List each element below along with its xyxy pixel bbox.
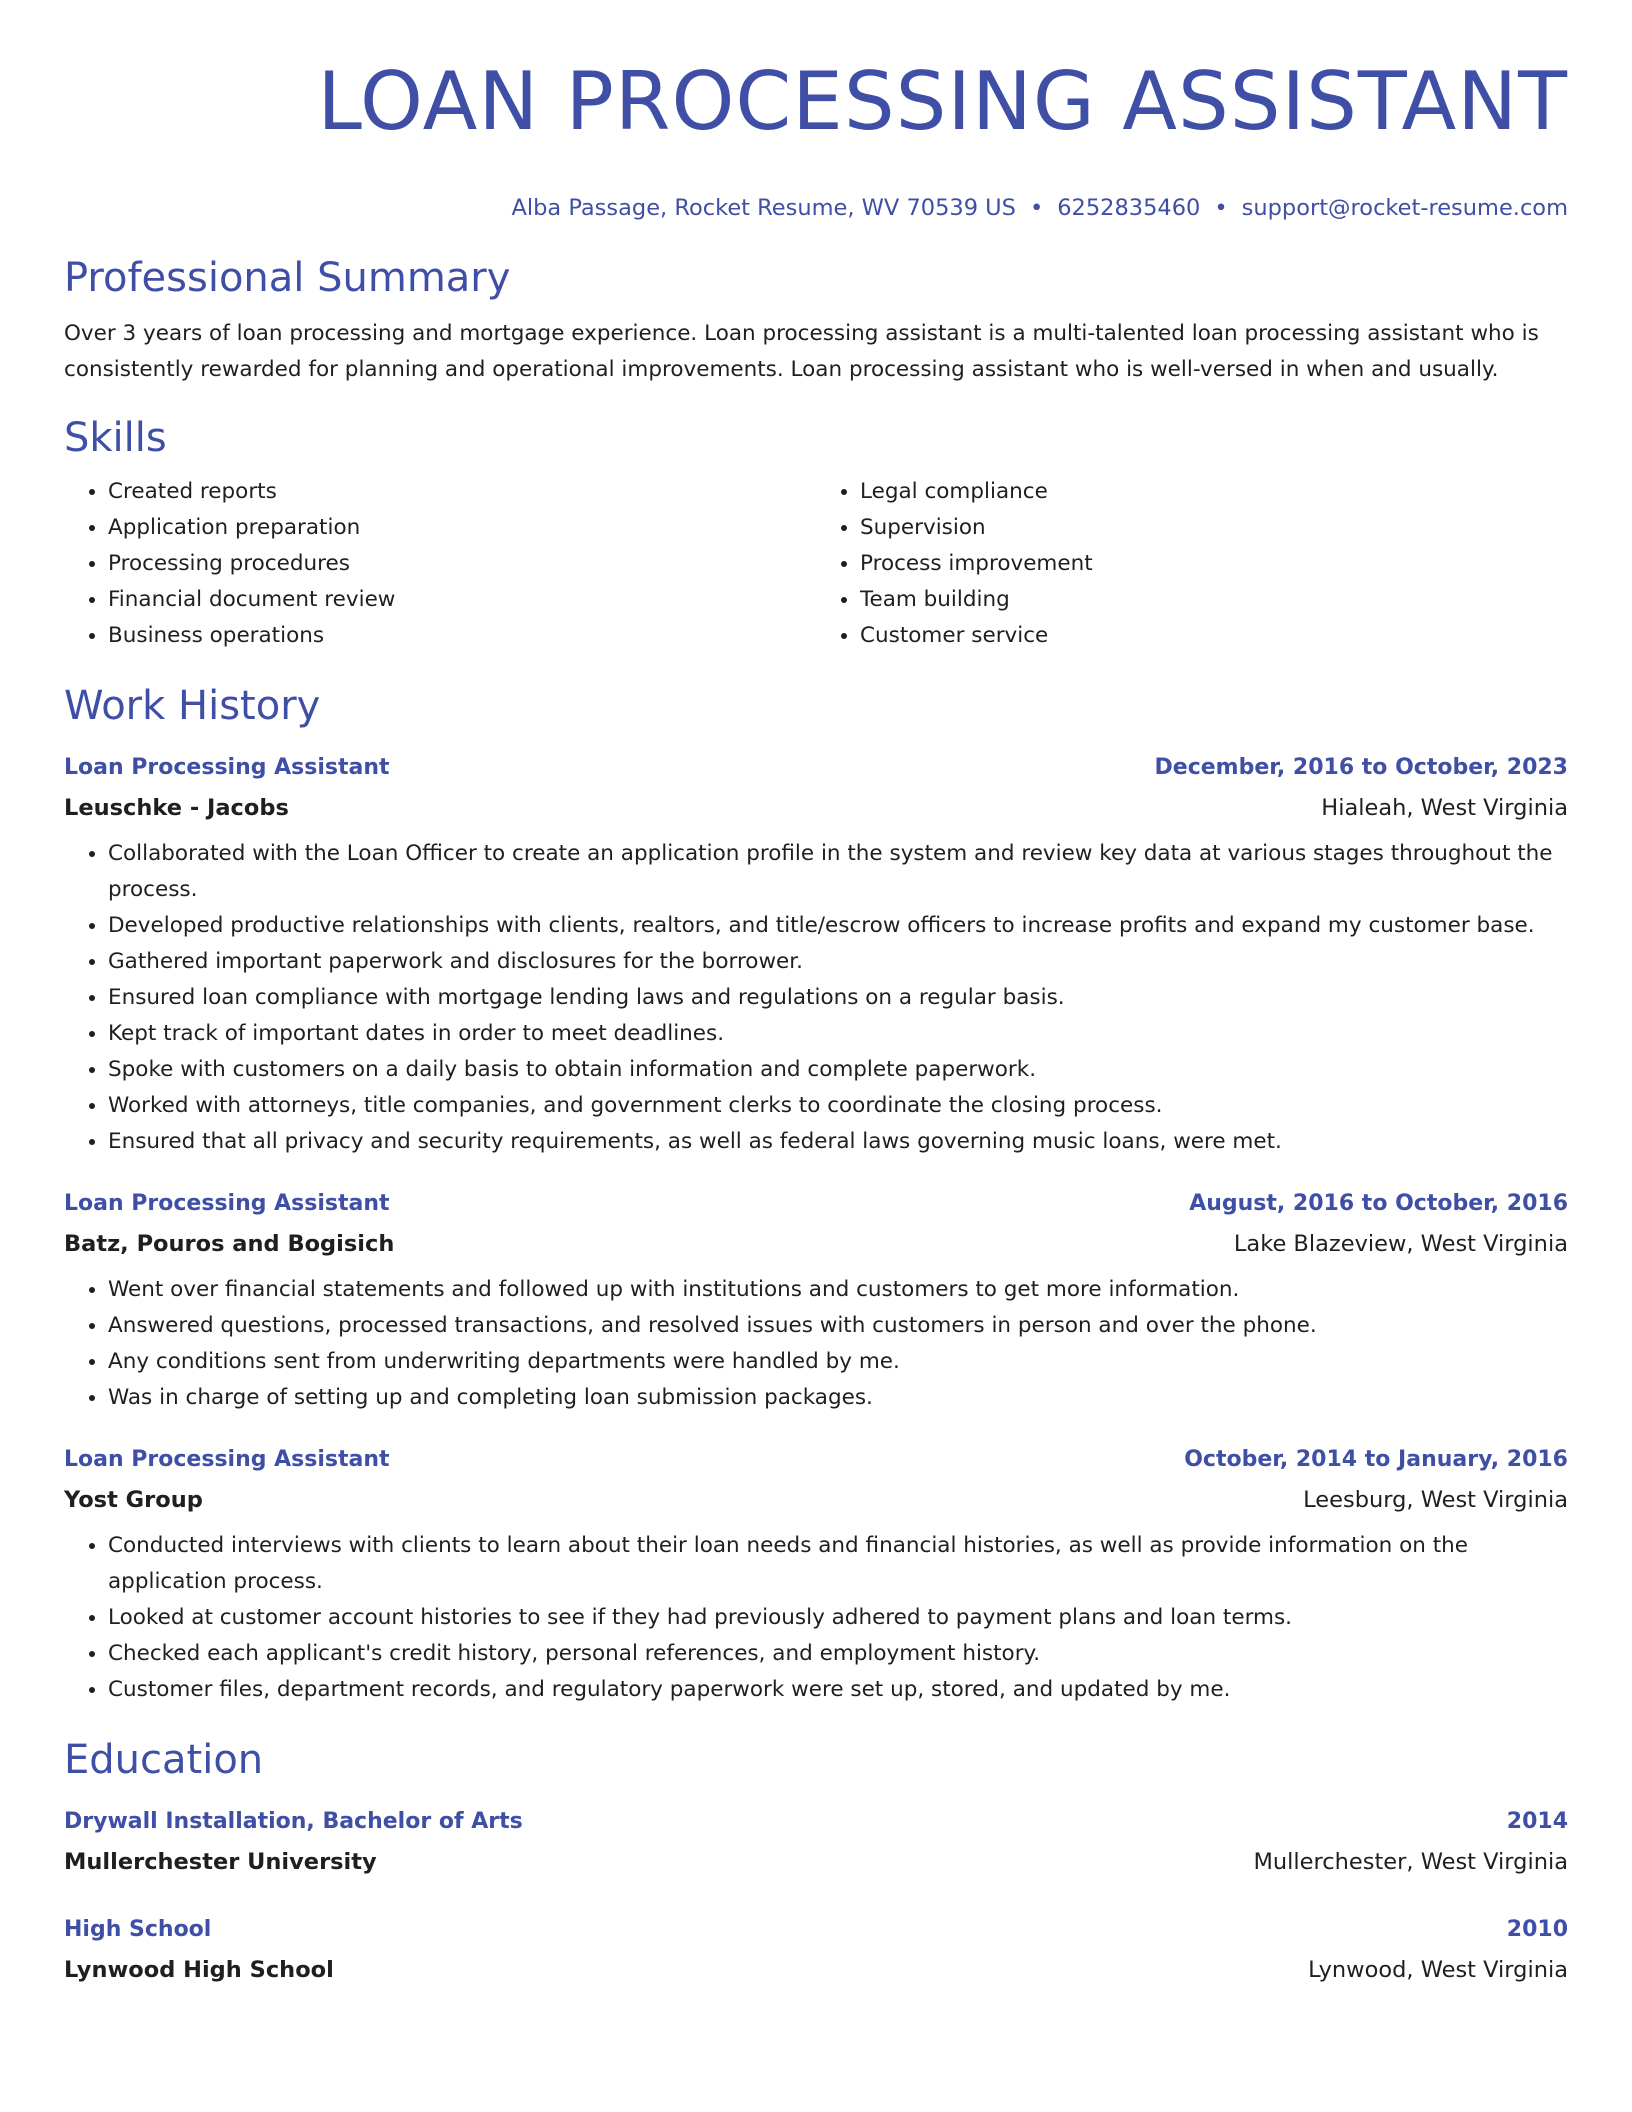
skill-item: • Financial document review (108, 582, 816, 618)
education-year: 2010 (1506, 1917, 1568, 1942)
separator-dot: • (1214, 195, 1228, 221)
summary-section (64, 254, 1568, 388)
education-location: Lynwood, West Virginia (1308, 1957, 1568, 1983)
section-title-work-history: Work History (64, 683, 321, 729)
job-bullet: • Went over financial statements and followed up with institutions and customers to get more information. (108, 1272, 1568, 1308)
skill-item: • Application preparation (108, 510, 816, 546)
job-company: Leuschke - Jacobs (64, 795, 289, 821)
education-location: Mullerchester, West Virginia (1253, 1849, 1568, 1875)
education-degree: Drywall Installation, Bachelor of Arts (64, 1809, 523, 1834)
education-school: Mullerchester University (64, 1849, 377, 1875)
job-role: Loan Processing Assistant (64, 1191, 390, 1216)
skill-item: • Team building (860, 582, 1568, 618)
education-entry (64, 1808, 1568, 1876)
education-section (64, 1736, 1568, 1984)
job-company: Yost Group (64, 1487, 203, 1513)
job-bullet: • Gathered important paperwork and disclosures for the borrower. (108, 944, 1568, 980)
summary-text: Over 3 years of loan processing and mortgage experience. Loan processing assistant is a multi-talented loan processing assistant who is consistently rewarded for planning and operational improvements. Loan processing assistant who is well-versed in when and usually. (64, 321, 1539, 382)
contact-line (64, 194, 1568, 222)
email-link[interactable]: support@rocket-resume.com (1241, 195, 1568, 221)
job-bullet: • Conducted interviews with clients to learn about their loan needs and financial histories, as well as provide information on the application process. (108, 1528, 1568, 1600)
skills-section (64, 414, 1568, 654)
education-year: 2014 (1506, 1809, 1568, 1834)
skill-item: • Business operations (108, 618, 816, 654)
job-bullet: • Spoke with customers on a daily basis to obtain information and complete paperwork. (108, 1052, 1568, 1088)
skills-list-right (816, 474, 1568, 654)
job-bullet: • Worked with attorneys, title companies, and government clerks to coordinate the closing process. (108, 1088, 1568, 1124)
job-role: Loan Processing Assistant (64, 1447, 390, 1472)
skill-item: • Customer service (860, 618, 1568, 654)
job-bullets (64, 1272, 1568, 1416)
education-degree: High School (64, 1917, 212, 1942)
job-bullet: • Kept track of important dates in order to meet deadlines. (108, 1016, 1568, 1052)
job-bullet: • Answered questions, processed transactions, and resolved issues with customers in person and over the phone. (108, 1308, 1568, 1344)
job-entry (64, 1446, 1568, 1708)
job-bullet: • Any conditions sent from underwriting departments were handled by me. (108, 1344, 1568, 1380)
job-location: Hialeah, West Virginia (1321, 795, 1568, 821)
job-bullet: • Customer files, department records, and regulatory paperwork were set up, stored, and updated by me. (108, 1672, 1568, 1708)
education-school: Lynwood High School (64, 1957, 334, 1983)
resume-title: LOAN PROCESSING ASSISTANT (317, 55, 1568, 148)
phone: 6252835460 (1057, 195, 1201, 221)
job-bullet: • Ensured loan compliance with mortgage lending laws and regulations on a regular basis. (108, 980, 1568, 1016)
section-title-education: Education (64, 1737, 264, 1783)
job-dates: December, 2016 to October, 2023 (1154, 755, 1568, 780)
address: Alba Passage, Rocket Resume, WV 70539 US (511, 195, 1016, 221)
section-title-summary: Professional Summary (64, 255, 511, 301)
work-history-section (64, 682, 1568, 1708)
job-dates: August, 2016 to October, 2016 (1189, 1191, 1568, 1216)
job-entry (64, 754, 1568, 1160)
job-bullet: • Was in charge of setting up and completing loan submission packages. (108, 1380, 1568, 1416)
job-location: Lake Blazeview, West Virginia (1233, 1231, 1568, 1257)
job-bullet: • Ensured that all privacy and security requirements, as well as federal laws governing music loans, were met. (108, 1124, 1568, 1160)
skill-item: • Created reports (108, 474, 816, 510)
job-bullets (64, 1528, 1568, 1708)
skill-item: • Supervision (860, 510, 1568, 546)
education-entry (64, 1916, 1568, 1984)
separator-dot: • (1029, 195, 1044, 221)
section-title-skills: Skills (64, 415, 167, 461)
skill-item: • Processing procedures (108, 546, 816, 582)
job-location: Leesburg, West Virginia (1303, 1487, 1568, 1513)
job-role: Loan Processing Assistant (64, 755, 390, 780)
job-entry (64, 1190, 1568, 1416)
job-bullets (64, 836, 1568, 1160)
job-bullet: • Looked at customer account histories to see if they had previously adhered to payment plans and loan terms. (108, 1600, 1568, 1636)
skill-item: • Legal compliance (860, 474, 1568, 510)
job-bullet: • Developed productive relationships with clients, realtors, and title/escrow officers to increase profits and expand my customer base. (108, 908, 1568, 944)
job-bullet: • Collaborated with the Loan Officer to create an application profile in the system and review key data at various stages throughout the process. (108, 836, 1568, 908)
skills-list-left (64, 474, 816, 654)
skill-item: • Process improvement (860, 546, 1568, 582)
job-bullet: • Checked each applicant's credit history, personal references, and employment history. (108, 1636, 1568, 1672)
job-company: Batz, Pouros and Bogisich (64, 1231, 395, 1257)
job-dates: October, 2014 to January, 2016 (1184, 1447, 1568, 1472)
